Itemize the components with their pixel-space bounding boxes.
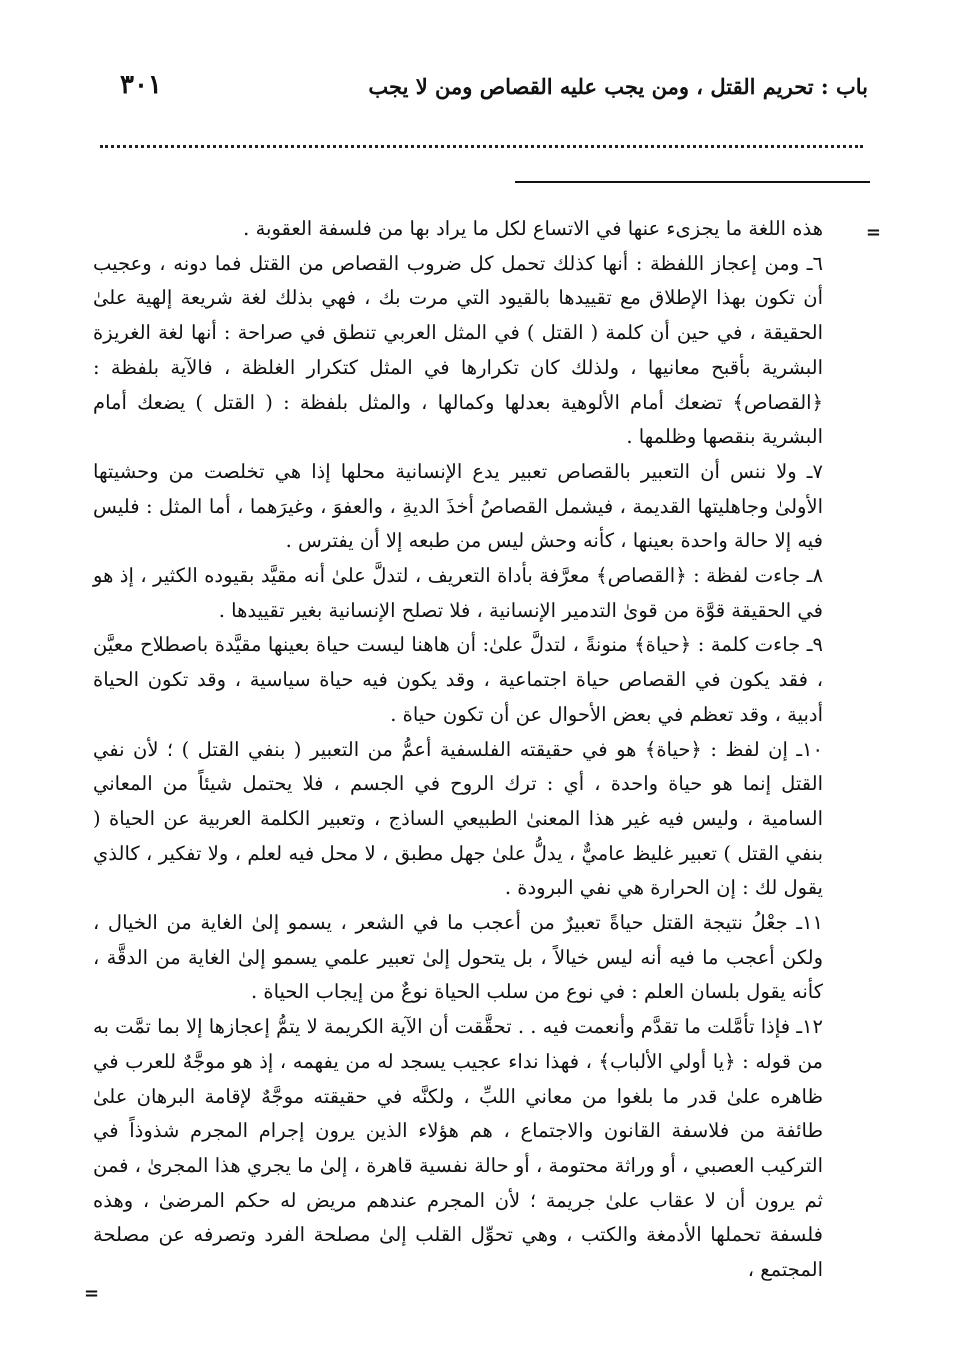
continuation-mark: = (865, 222, 881, 243)
footnote-rule (515, 181, 870, 183)
paragraph-10: ١٠ـ إن لفظ : ﴿حياة﴾ هو في حقيقته الفلسفية أعمُّ من التعبير ( بنفي القتل ) ؛ لأن نفي القتل إنما هو حياة واحدة ، أي : ترك الروح في الجسم ، فلا يحتمل شيئاً من المعاني السامية ، وليس فيه غير هذا المعنىٰ الطبيعي الساذج ، وتعبير الكلمة العربية عن الحياة ( بنفي القتل ) تعبير غليظ عاميٌّ ، يدلُّ علىٰ جهل مطبق ، لا محل فيه لعلم ، ولا تفكير ، كالذي يقول لك : إن الحرارة هي نفي البرودة . (93, 737, 823, 900)
footnote-body (93, 212, 823, 1288)
page-number: ٣٠١ (120, 70, 162, 100)
paragraph-11: ١١ـ جعْلُ نتيجة القتل حياةً تعبيرٌ من أعجب ما في الشعر ، يسمو إلىٰ الغاية من الخيال ، ولكن أعجب ما فيه أنه ليس خيالاً ، بل يتحول إلىٰ تعبير علمي يسمو إلىٰ الغاية من الدقَّة ، كأنه يقول بلسان العلم : في نوع من سلب الحياة نوعٌ من إيجاب الحياة . (93, 911, 823, 1004)
paragraph-8: ٨ـ جاءت لفظة : ﴿القصاص﴾ معرَّفة بأداة التعريف ، لتدلَّ علىٰ أنه مقيَّد بقيوده الكثير ، إذ هو في الحقيقة قوَّة من قوىٰ التدمير الإنسانية ، فلا تصلح الإنسانية بغير تقييدها . (93, 564, 823, 622)
paragraph-6: ٦ـ ومن إعجاز اللفظة : أنها كذلك تحمل كل ضروب القصاص من القتل فما دونه ، وعجيب أن تكون بهذا الإطلاق مع تقييدها بالقيود التي مرت بك ، فهي بذلك لغة شريعة إلهية علىٰ الحقيقة ، في حين أن كلمة ( القتل ) في المثل العربي تنطق في صراحة : أنها لغة الغريزة البشرية بأقبح معانيها ، ولذلك كان تكرارها في المثل كتكرار الغلظة ، فالآية بلفظة : ﴿القصاص﴾ تضعك أمام الألوهية بعدلها وكمالها ، والمثل بلفظة : ( القتل ) يضعك أمام البشرية بنقصها وظلمها . (93, 251, 823, 449)
paragraph-12: ١٢ـ فإذا تأمَّلت ما تقدَّم وأنعمت فيه . . تحقَّقت أن الآية الكريمة لا يتمُّ إعجازها إلا بما تمَّت به من قوله : ﴿يا أولي الألباب﴾ ، فهذا نداء عجيب يسجد له من يفهمه ، إذ هو موجَّهٌ للعرب في ظاهره علىٰ قدر ما بلغوا من معاني اللبِّ ، ولكنَّه في حقيقته موجَّهٌ لإقامة البرهان علىٰ طائفة من فلاسفة القانون والاجتماع ، هم هؤلاء الذين يرون إجرام المجرم شذوذاً في التركيب العصبي ، أو وراثة محتومة ، أو حالة نفسية قاهرة ، إلىٰ ما يجري هذا المجرىٰ ، فمن ثم يرون أن لا عقاب علىٰ جريمة ؛ لأن المجرم عندهم مريض له حكم المرضىٰ ، وهذه فلسفة تحملها الأدمغة والكتب ، وهي تحوِّل القلب إلىٰ مصلحة الفرد وتصرفه عن مصلحة المجتمع ، (93, 1015, 823, 1282)
dotted-separator (100, 145, 863, 148)
end-continuation-mark: = (84, 1283, 100, 1304)
paragraph-9: ٩ـ جاءت كلمة : ﴿حياة﴾ منونةً ، لتدلَّ علىٰ: أن هاهنا ليست حياة بعينها مقيَّدة باصطلاح معيَّن ، فقد يكون في القصاص حياة اجتماعية ، وقد يكون فيه حياة سياسية ، وقد تكون الحياة أدبية ، وقد تعظم في بعض الأحوال عن أن تكون حياة . (93, 633, 823, 726)
running-title: باب : تحريم القتل ، ومن يجب عليه القصاص ومن لا يجب (368, 74, 868, 99)
page-header (95, 70, 868, 110)
paragraph-7: ٧ـ ولا ننس أن التعبير بالقصاص تعبير يدع الإنسانية محلها إذا هي تخلصت من وحشيتها الأولىٰ وجاهليتها القديمة ، فيشمل القصاصُ أخذَ الديةِ ، والعفوَ ، وغيرَهما ، أما المثل : فليس فيه إلا حالة واحدة بعينها ، كأنه وحش ليس من طبعه إلا أن يفترس . (93, 459, 823, 553)
paragraph-intro: هذه اللغة ما يجزىء عنها في الاتساع لكل ما يراد بها من فلسفة العقوبة . (243, 217, 823, 240)
